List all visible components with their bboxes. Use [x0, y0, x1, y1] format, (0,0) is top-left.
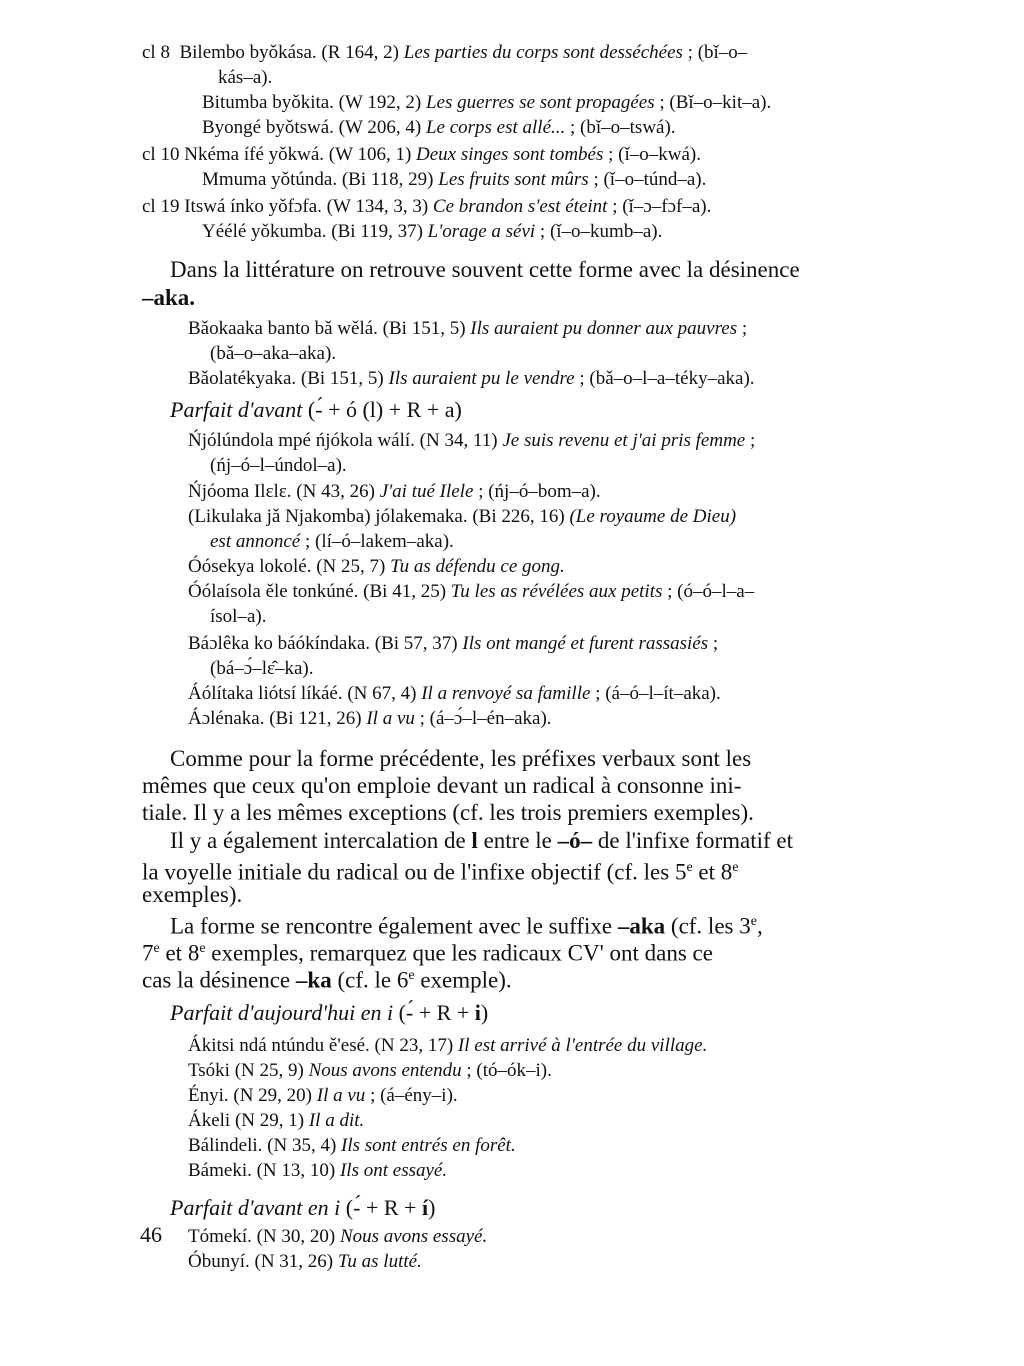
example-line: Bǎolatékyaka. (Bi 151, 5) Ils auraient pu le vendre ; (bǎ–o–l–a–téky–aka). — [188, 368, 755, 389]
example-line: Ényi. (N 29, 20) Il a vu ; (á–ény–i). — [188, 1085, 458, 1106]
class-label: cl 19 — [142, 196, 180, 217]
body-paragraph: tiale. Il y a les mêmes exceptions (cf. les trois premiers exemples). — [142, 800, 754, 825]
example-line: Óósekya lokolé. (N 25, 7) Tu as défendu ce gong. — [188, 556, 565, 577]
example-line: Óólaísola ěle tonkúné. (Bi 41, 25) Tu les as révélées aux petits ; (ó–ó–l–a– — [188, 581, 755, 602]
example-line: Bámeki. (N 13, 10) Ils ont essayé. — [188, 1160, 448, 1181]
example-line: Ákitsi ndá ntúndu ě'esé. (N 23, 17) Il est arrivé à l'entrée du village. — [188, 1035, 708, 1056]
example-line: Ákeli (N 29, 1) Il a dit. — [188, 1110, 365, 1131]
example-line: cl 19 Itswá ínko yǒfɔfa. (W 134, 3, 3) Ce brandon s'est éteint ; (ǐ–ɔ–fɔf–a). — [142, 196, 712, 217]
page-number: 46 — [140, 1222, 162, 1247]
body-paragraph: Il y a également intercalation de l entre le –ó– de l'infixe formatif et — [170, 828, 793, 853]
example-line: (bǎ–o–aka–aka). — [210, 343, 337, 364]
body-paragraph: cas la désinence –ka (cf. le 6e exemple). — [142, 967, 512, 993]
class-label: cl 8 — [142, 42, 170, 63]
body-paragraph: 7e et 8e exemples, remarquez que les radicaux CV' ont dans ce — [142, 940, 713, 966]
body-paragraph: exemples). — [142, 882, 243, 907]
body-paragraph: –aka. — [142, 285, 196, 310]
example-line: cl 8 Bilembo byǒkása. (R 164, 2) Les parties du corps sont desséchées ; (bǐ–o– — [142, 42, 748, 63]
example-line: kás–a). — [218, 67, 273, 88]
section-heading: Parfait d'aujourd'hui en i (-́ + R + i) — [170, 1000, 489, 1025]
example-line: Byongé byǒtswá. (W 206, 4) Le corps est allé... ; (bǐ–o–tswá). — [202, 117, 676, 138]
body-paragraph: La forme se rencontre également avec le suffixe –aka (cf. les 3e, — [170, 913, 763, 939]
example-line: Mmuma yǒtúnda. (Bi 118, 29) Les fruits sont mûrs ; (ǐ–o–túnd–a). — [202, 169, 707, 190]
example-line: Báɔlêka ko báókíndaka. (Bi 57, 37) Ils ont mangé et furent rassasiés ; — [188, 633, 719, 654]
example-line: (Likulaka jǎ Njakomba) jólakemaka. (Bi 226, 16) (Le royaume de Dieu) — [188, 506, 737, 527]
example-line: Tómekí. (N 30, 20) Nous avons essayé. — [188, 1226, 488, 1247]
example-line: Ńjóoma Ilɛlɛ. (N 43, 26) J'ai tué Ilele ; (ńj–ó–bom–a). — [188, 481, 601, 502]
example-line: Ńjólúndola mpé ńjókola wálí. (N 34, 11) Je suis revenu et j'ai pris femme ; — [188, 430, 756, 451]
example-line: est annoncé ; (lí–ó–lakem–aka). — [210, 531, 454, 552]
example-line: (bá–ɔ́–lɛ̂–ka). — [210, 658, 314, 679]
example-line: ísol–a). — [210, 606, 267, 627]
body-paragraph: Dans la littérature on retrouve souvent cette forme avec la désinence — [170, 257, 800, 282]
example-line: Áólítaka liótsí líkáé. (N 67, 4) Il a renvoyé sa famille ; (á–ó–l–ít–aka). — [188, 683, 721, 704]
body-paragraph: Comme pour la forme précédente, les préfixes verbaux sont les — [170, 746, 752, 771]
example-line: Bǎokaaka banto bǎ wělá. (Bi 151, 5) Ils auraient pu donner aux pauvres ; — [188, 318, 748, 339]
body-paragraph: la voyelle initiale du radical ou de l'infixe objectif (cf. les 5e et 8e — [142, 859, 739, 885]
example-line: Tsóki (N 25, 9) Nous avons entendu ; (tó–ók–i). — [188, 1060, 552, 1081]
class-label: cl 10 — [142, 144, 180, 165]
example-line: Bálindeli. (N 35, 4) Ils sont entrés en forêt. — [188, 1135, 516, 1156]
section-heading: Parfait d'avant (-́ + ó (l) + R + a) — [170, 397, 462, 422]
example-line: Óbunyí. (N 31, 26) Tu as lutté. — [188, 1251, 422, 1272]
example-line: Áɔlénaka. (Bi 121, 26) Il a vu ; (á–ɔ́–l–én–aka). — [188, 708, 552, 729]
example-line: cl 10 Nkéma ífé yǒkwá. (W 106, 1) Deux singes sont tombés ; (ǐ–o–kwá). — [142, 144, 701, 165]
section-heading: Parfait d'avant en i (-́ + R + í) — [170, 1195, 436, 1220]
example-line: Yéélé yǒkumba. (Bi 119, 37) L'orage a sévi ; (ǐ–o–kumb–a). — [202, 221, 663, 242]
example-line: (ńj–ó–l–úndol–a). — [210, 455, 347, 476]
example-line: Bitumba byǒkita. (W 192, 2) Les guerres se sont propagées ; (Bǐ–o–kit–a). — [202, 92, 772, 113]
body-paragraph: mêmes que ceux qu'on emploie devant un radical à consonne ini- — [142, 773, 742, 798]
